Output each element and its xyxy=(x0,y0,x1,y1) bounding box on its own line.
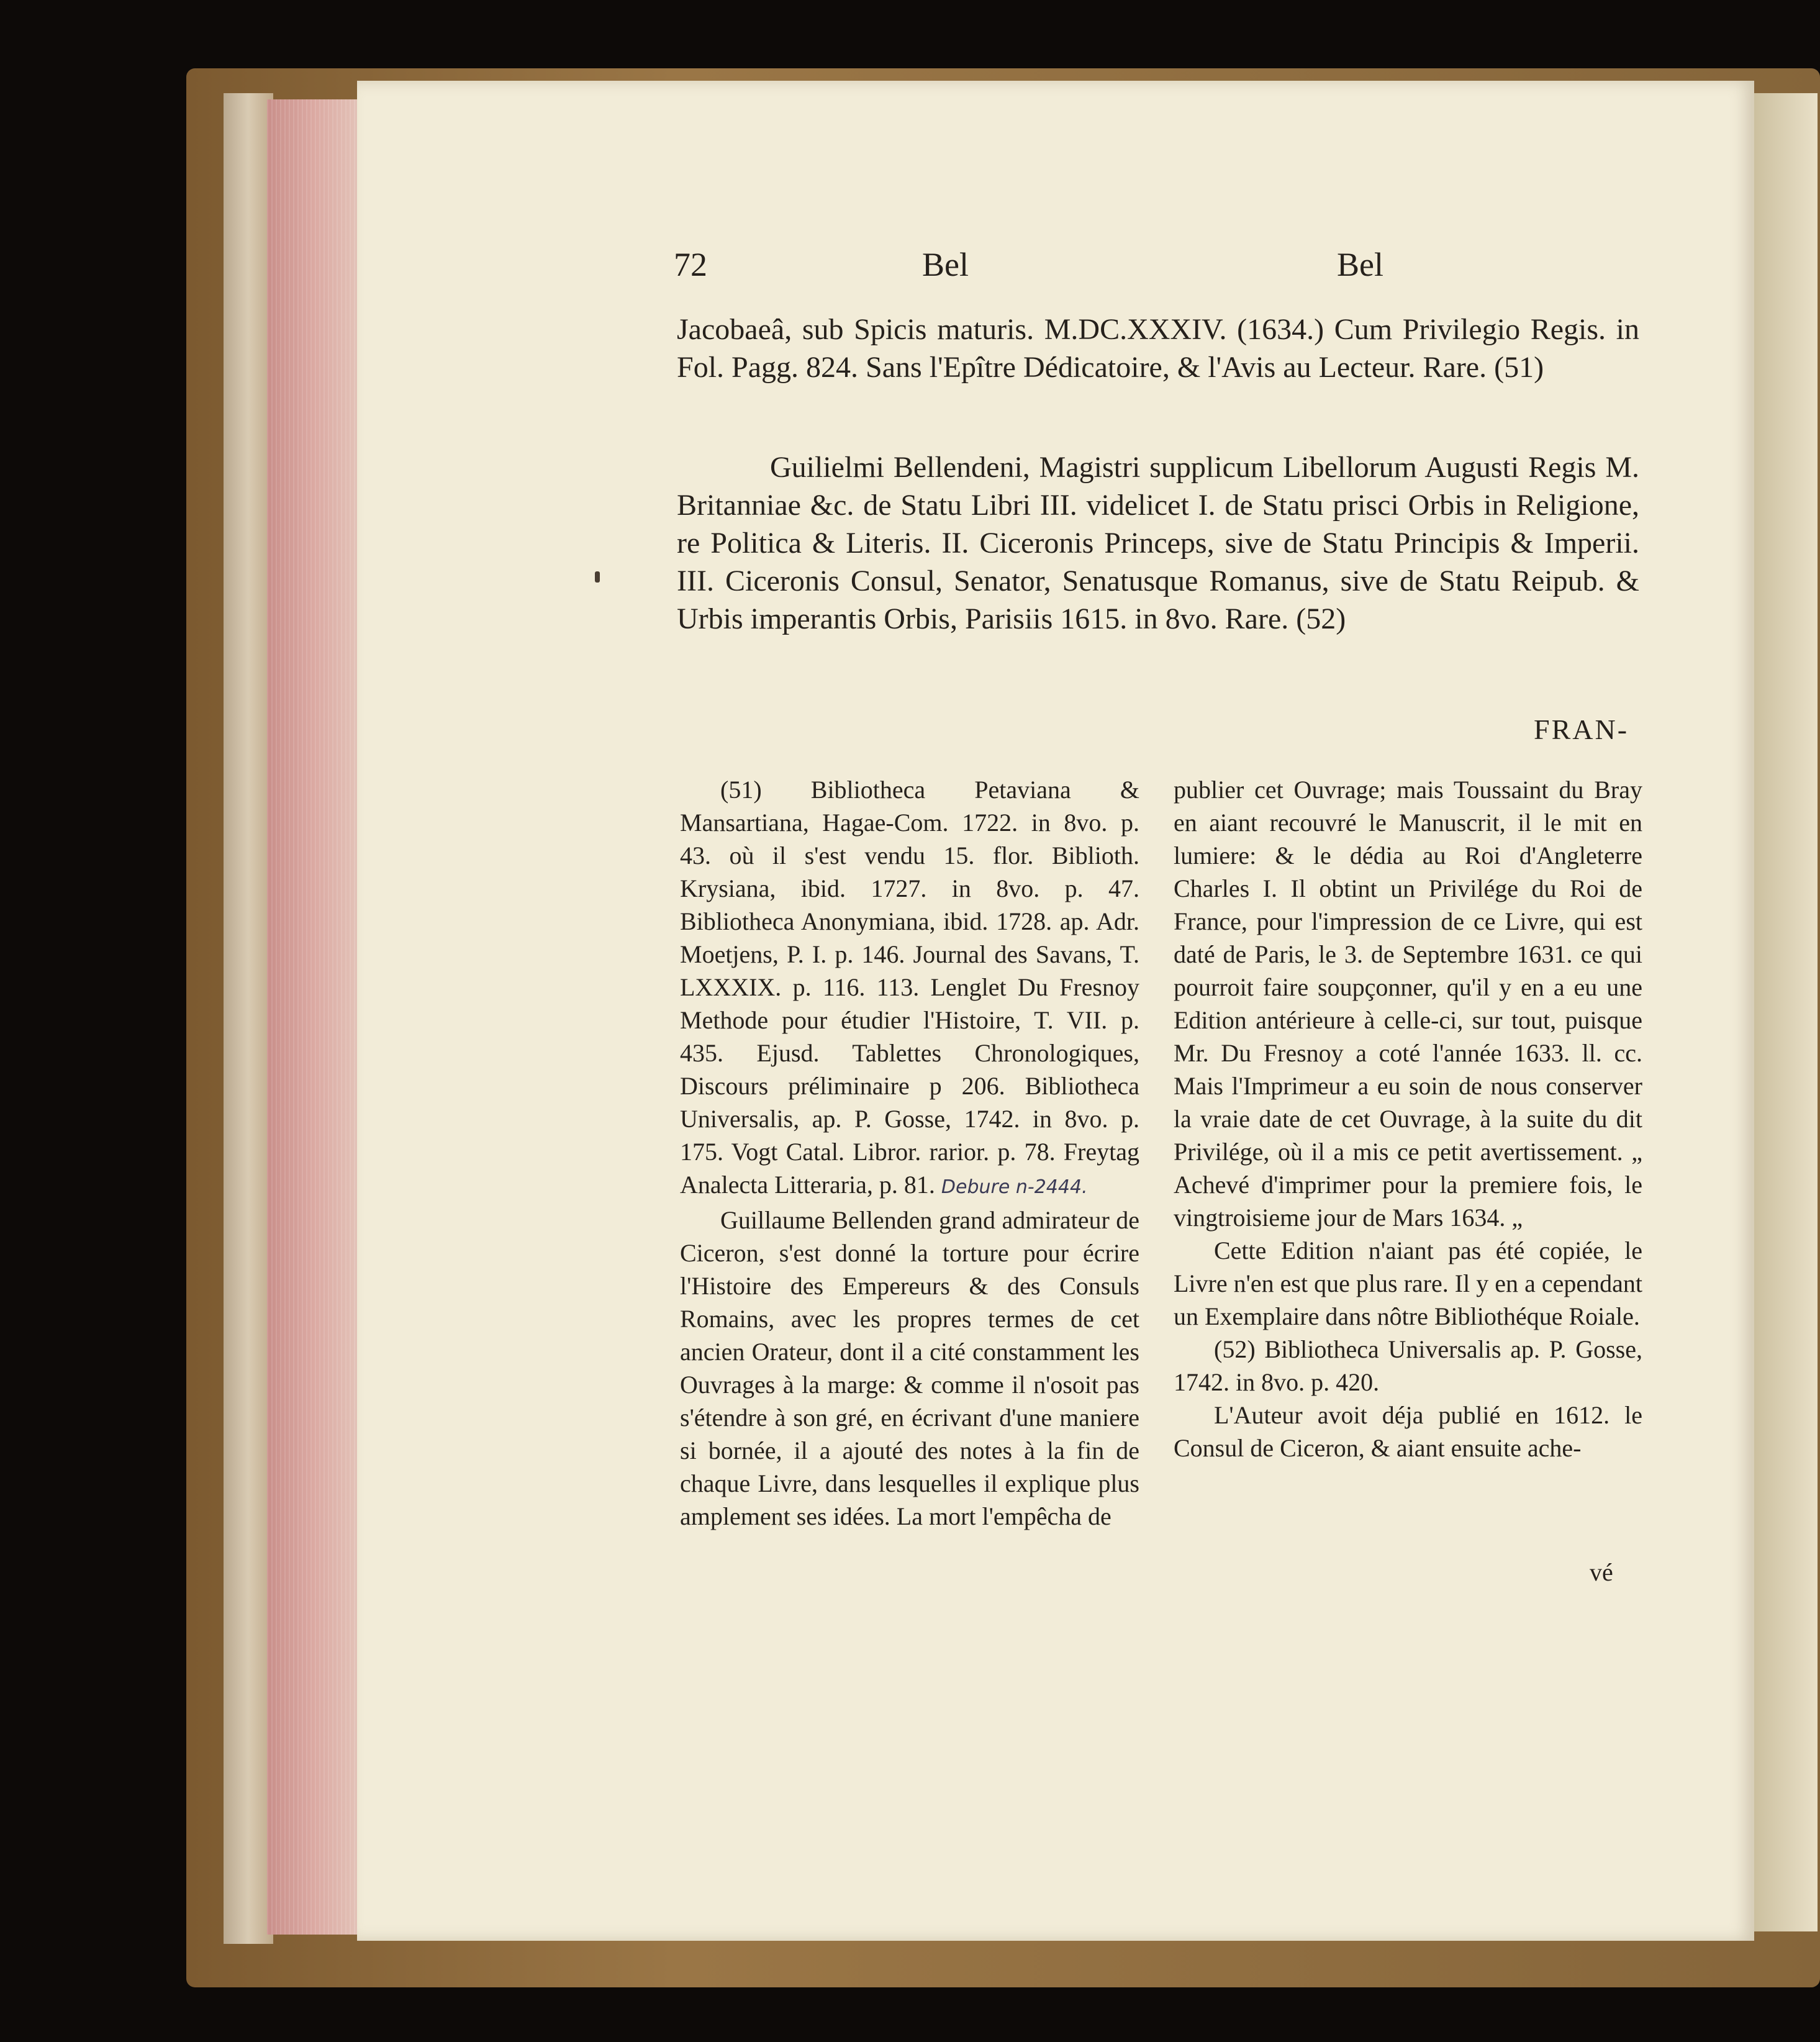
note-52: (52) Bibliotheca Universalis ap. P. Gosse, 1742. in 8vo. p. 420. xyxy=(1174,1335,1642,1396)
notes-right-column xyxy=(1174,773,1642,1556)
catchword-bottom: vé xyxy=(1590,1558,1613,1586)
note-left-paragraph-2: Guillaume Bellenden grand admirateur de Ciceron, s'est donné la torture pour écrire l'Histoire des Empereurs & des Consuls Romains, avec les propres termes de cet ancien Orateur, dont il a cité constamment les Ouvrages à la marge: & comme il n'osoit pas s'étendre à son gré, en écrivant d'une maniere si bornée, il a ajouté des notes à la fin de chaque Livre, dans lesquelles il explique plus amplement ses idées. La mort l'empêcha de xyxy=(680,1206,1139,1530)
note-right-paragraph-1: publier cet Ouvrage; mais Toussaint du Bray en aiant recouvré le Manuscrit, il le mit en lumiere: & le dédia au Roi d'Angleterre Charles I. Il obtint un Privilége du Roi de France, pour l'impression de ce Livre, qui est daté de Paris, le 3. de Septembre 1631. ce qui pourroit faire soupçonner, qu'il y en a eu une Edition antérieure à celle-ci, sur tout, puisque Mr. Du Fresnoy a coté l'année 1633. ll. cc. Mais l'Imprimeur a eu soin de nous conserver la vraie date de cet Ouvrage, à la suite du dit Privilége, où il a mis ce petit avertissement. „ Achevé d'imprimer pour la premiere fois, le vingtroisieme jour de Mars 1634. „ xyxy=(1174,776,1642,1232)
catchword-top: FRAN- xyxy=(1534,714,1629,745)
running-head-right: Bel xyxy=(1337,246,1383,283)
main-text-block-2: Guilielmi Bellendeni, Magistri supplicum Libellorum Augusti Regis M. Britanniae &c. de Statu Libri III. videlicet I. de Statu prisci Orbis in Religione, re Politica & Literis. II. Ciceronis Princeps, sive de Statu Principis & Imperii. III. Ciceronis Consul, Senator, Senatusque Romanus, sive de Statu Reipub. & Urbis imperantis Orbis, Parisiis 1615. in 8vo. Rare. (52) xyxy=(677,451,1639,635)
note-51-text: (51) Bibliotheca Petaviana & Mansartiana, Hagae-Com. 1722. in 8vo. p. 43. où il s'est vendu 15. flor. Biblioth. Krysiana, ibid. 1727. in 8vo. p. 47. Bibliotheca Anonymiana, ibid. 1728. ap. Adr. Moetjens, P. I. p. 146. Journal des Savans, T. LXXXIX. p. 116. 113. Lenglet Du Fresnoy Methode pour étudier l'Histoire, T. VII. p. 435. Ejusd. Tablettes Chronologiques, Discours préliminaire p 206. Bibliotheca Universalis, ap. P. Gosse, 1742. in 8vo. p. 175. Vogt Catal. Libror. rarior. p. 78. Freytag Analecta Litteraria, p. 81. xyxy=(680,776,1139,1199)
binding-board xyxy=(224,93,273,1944)
note-right-paragraph-2: Cette Edition n'aiant pas été copiée, le Livre n'en est que plus rare. Il y en a cependant un Exemplaire dans nôtre Bibliothéque Roiale. xyxy=(1174,1237,1642,1330)
running-head-left: Bel xyxy=(922,246,969,283)
main-text-block-1: Jacobaeâ, sub Spicis maturis. M.DC.XXXIV. (1634.) Cum Privilegio Regis. in Fol. Pagg. 824. Sans l'Epître Dédicatoire, & l'Avis au Lecteur. Rare. (51) xyxy=(677,313,1639,384)
running-header xyxy=(674,245,1655,295)
handwritten-annotation: Debure n-2444. xyxy=(941,1176,1088,1198)
note-right-paragraph-4: L'Auteur avoit déja publié en 1612. le Consul de Ciceron, & aiant ensuite ache- xyxy=(1174,1401,1642,1462)
page-edges xyxy=(267,99,360,1935)
page-number: 72 xyxy=(674,246,707,283)
note-51 xyxy=(680,773,1139,1204)
notes-left-column xyxy=(680,773,1139,1556)
facing-page-edge xyxy=(1752,93,1818,1931)
ink-mark xyxy=(595,571,600,583)
